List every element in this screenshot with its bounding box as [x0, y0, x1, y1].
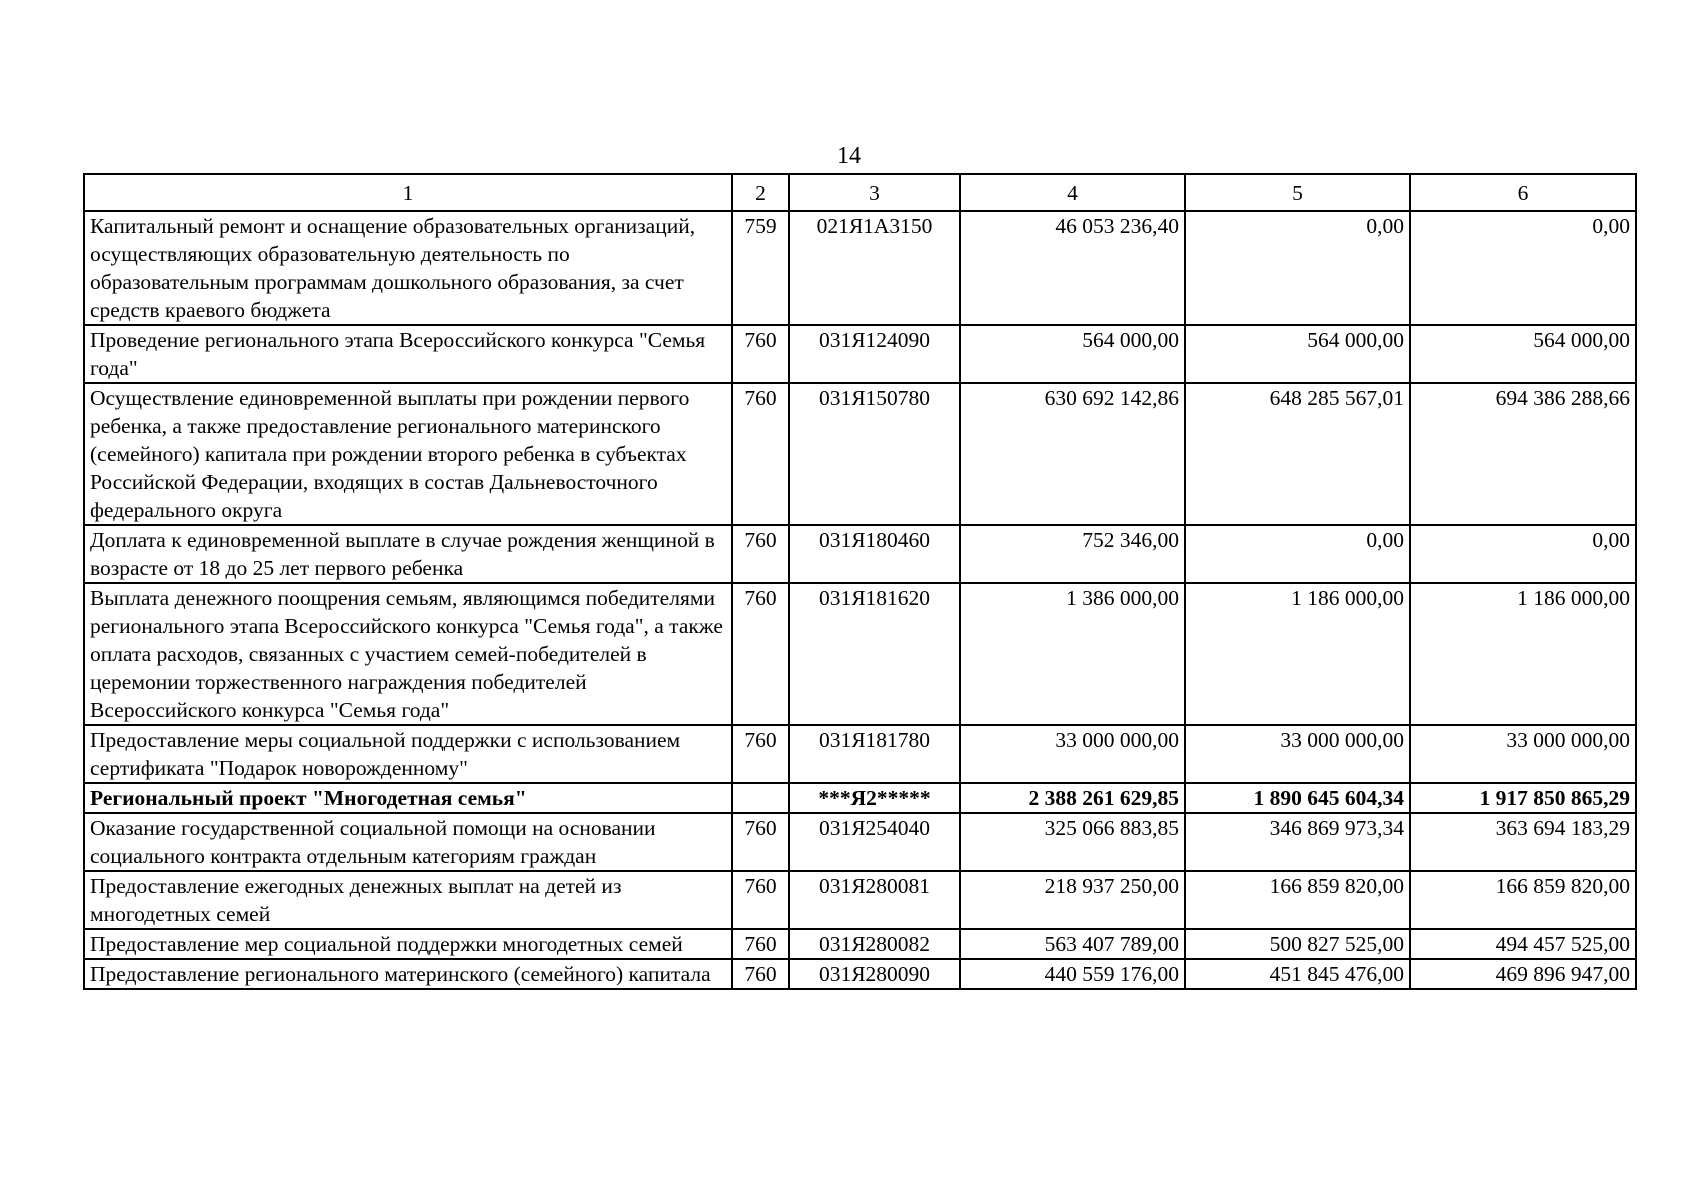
- row-value-4: 1 386 000,00: [960, 583, 1185, 725]
- row-value-5: 33 000 000,00: [1185, 725, 1410, 783]
- row-name: Капитальный ремонт и оснащение образовательных организаций, осуществляющих образовательную деятельность по образовательным программам дошкольного образования, за счет средств краевого бюджета: [84, 211, 732, 325]
- row-code: 031Я150780: [789, 383, 960, 525]
- table-row: [84, 959, 1636, 989]
- row-name: Предоставление мер социальной поддержки многодетных семей: [84, 929, 732, 959]
- column-header-4: 4: [960, 174, 1185, 211]
- row-code: 031Я180460: [789, 525, 960, 583]
- section-code: ***Я2*****: [789, 783, 960, 813]
- row-value-5: 1 186 000,00: [1185, 583, 1410, 725]
- row-value-5: 166 859 820,00: [1185, 871, 1410, 929]
- column-header-1: 1: [84, 174, 732, 211]
- row-value-4: 325 066 883,85: [960, 813, 1185, 871]
- row-value-6: 0,00: [1410, 525, 1636, 583]
- row-value-6: 469 896 947,00: [1410, 959, 1636, 989]
- row-value-5: 0,00: [1185, 211, 1410, 325]
- row-value-5: 0,00: [1185, 525, 1410, 583]
- row-value-6: 694 386 288,66: [1410, 383, 1636, 525]
- row-code: 031Я124090: [789, 325, 960, 383]
- row-name: Предоставление меры социальной поддержки с использованием сертификата "Подарок новорожденному": [84, 725, 732, 783]
- table-header-row: [84, 174, 1636, 211]
- row-name: Оказание государственной социальной помощи на основании социального контракта отдельным категориям граждан: [84, 813, 732, 871]
- row-value-5: 500 827 525,00: [1185, 929, 1410, 959]
- section-value-4: 2 388 261 629,85: [960, 783, 1185, 813]
- row-ved: 760: [732, 959, 789, 989]
- row-value-6: 1 186 000,00: [1410, 583, 1636, 725]
- row-value-6: 564 000,00: [1410, 325, 1636, 383]
- row-ved: 759: [732, 211, 789, 325]
- table-row: [84, 525, 1636, 583]
- row-code: 021Я1А3150: [789, 211, 960, 325]
- table-row: [84, 725, 1636, 783]
- row-name: Предоставление регионального материнского (семейного) капитала: [84, 959, 732, 989]
- row-ved: 760: [732, 583, 789, 725]
- section-name: Региональный проект "Многодетная семья": [84, 783, 732, 813]
- section-total-row: [84, 783, 1636, 813]
- row-value-4: 564 000,00: [960, 325, 1185, 383]
- table-row: [84, 383, 1636, 525]
- row-value-5: 648 285 567,01: [1185, 383, 1410, 525]
- row-value-6: 0,00: [1410, 211, 1636, 325]
- row-value-5: 564 000,00: [1185, 325, 1410, 383]
- row-ved: 760: [732, 813, 789, 871]
- table-row: [84, 325, 1636, 383]
- row-value-4: 218 937 250,00: [960, 871, 1185, 929]
- table-row: [84, 871, 1636, 929]
- column-header-5: 5: [1185, 174, 1410, 211]
- row-value-5: 451 845 476,00: [1185, 959, 1410, 989]
- row-code: 031Я280082: [789, 929, 960, 959]
- row-value-4: 752 346,00: [960, 525, 1185, 583]
- table-row: [84, 929, 1636, 959]
- page-number: 14: [837, 143, 861, 169]
- row-name: Выплата денежного поощрения семьям, являющимся победителями регионального этапа Всероссийского конкурса "Семья года", а также оплата расходов, связанных с участием семей-победителей в церемонии торжественного награждения победителей Всероссийского конкурса "Семья года": [84, 583, 732, 725]
- row-name: Доплата к единовременной выплате в случае рождения женщиной в возрасте от 18 до 25 лет первого ребенка: [84, 525, 732, 583]
- row-value-6: 363 694 183,29: [1410, 813, 1636, 871]
- row-ved: 760: [732, 725, 789, 783]
- row-value-6: 494 457 525,00: [1410, 929, 1636, 959]
- table-row: [84, 583, 1636, 725]
- row-value-4: 440 559 176,00: [960, 959, 1185, 989]
- budget-table: [83, 173, 1637, 990]
- row-name: Предоставление ежегодных денежных выплат на детей из многодетных семей: [84, 871, 732, 929]
- row-value-6: 166 859 820,00: [1410, 871, 1636, 929]
- row-value-4: 33 000 000,00: [960, 725, 1185, 783]
- row-value-6: 33 000 000,00: [1410, 725, 1636, 783]
- row-ved: 760: [732, 929, 789, 959]
- column-header-6: 6: [1410, 174, 1636, 211]
- row-name: Проведение регионального этапа Всероссийского конкурса "Семья года": [84, 325, 732, 383]
- row-value-4: 563 407 789,00: [960, 929, 1185, 959]
- row-code: 031Я254040: [789, 813, 960, 871]
- row-value-5: 346 869 973,34: [1185, 813, 1410, 871]
- row-code: 031Я181780: [789, 725, 960, 783]
- table-row: [84, 211, 1636, 325]
- row-value-4: 630 692 142,86: [960, 383, 1185, 525]
- row-ved: 760: [732, 383, 789, 525]
- section-value-6: 1 917 850 865,29: [1410, 783, 1636, 813]
- row-ved: 760: [732, 525, 789, 583]
- row-code: 031Я280081: [789, 871, 960, 929]
- table-row: [84, 813, 1636, 871]
- column-header-2: 2: [732, 174, 789, 211]
- section-value-5: 1 890 645 604,34: [1185, 783, 1410, 813]
- row-code: 031Я280090: [789, 959, 960, 989]
- row-code: 031Я181620: [789, 583, 960, 725]
- row-name: Осуществление единовременной выплаты при рождении первого ребенка, а также предоставление регионального материнского (семейного) капитала при рождении второго ребенка в субъектах Российской Федерации, входящих в состав Дальневосточного федерального округа: [84, 383, 732, 525]
- row-value-4: 46 053 236,40: [960, 211, 1185, 325]
- column-header-3: 3: [789, 174, 960, 211]
- row-ved: 760: [732, 325, 789, 383]
- row-ved: 760: [732, 871, 789, 929]
- section-ved: [732, 783, 789, 813]
